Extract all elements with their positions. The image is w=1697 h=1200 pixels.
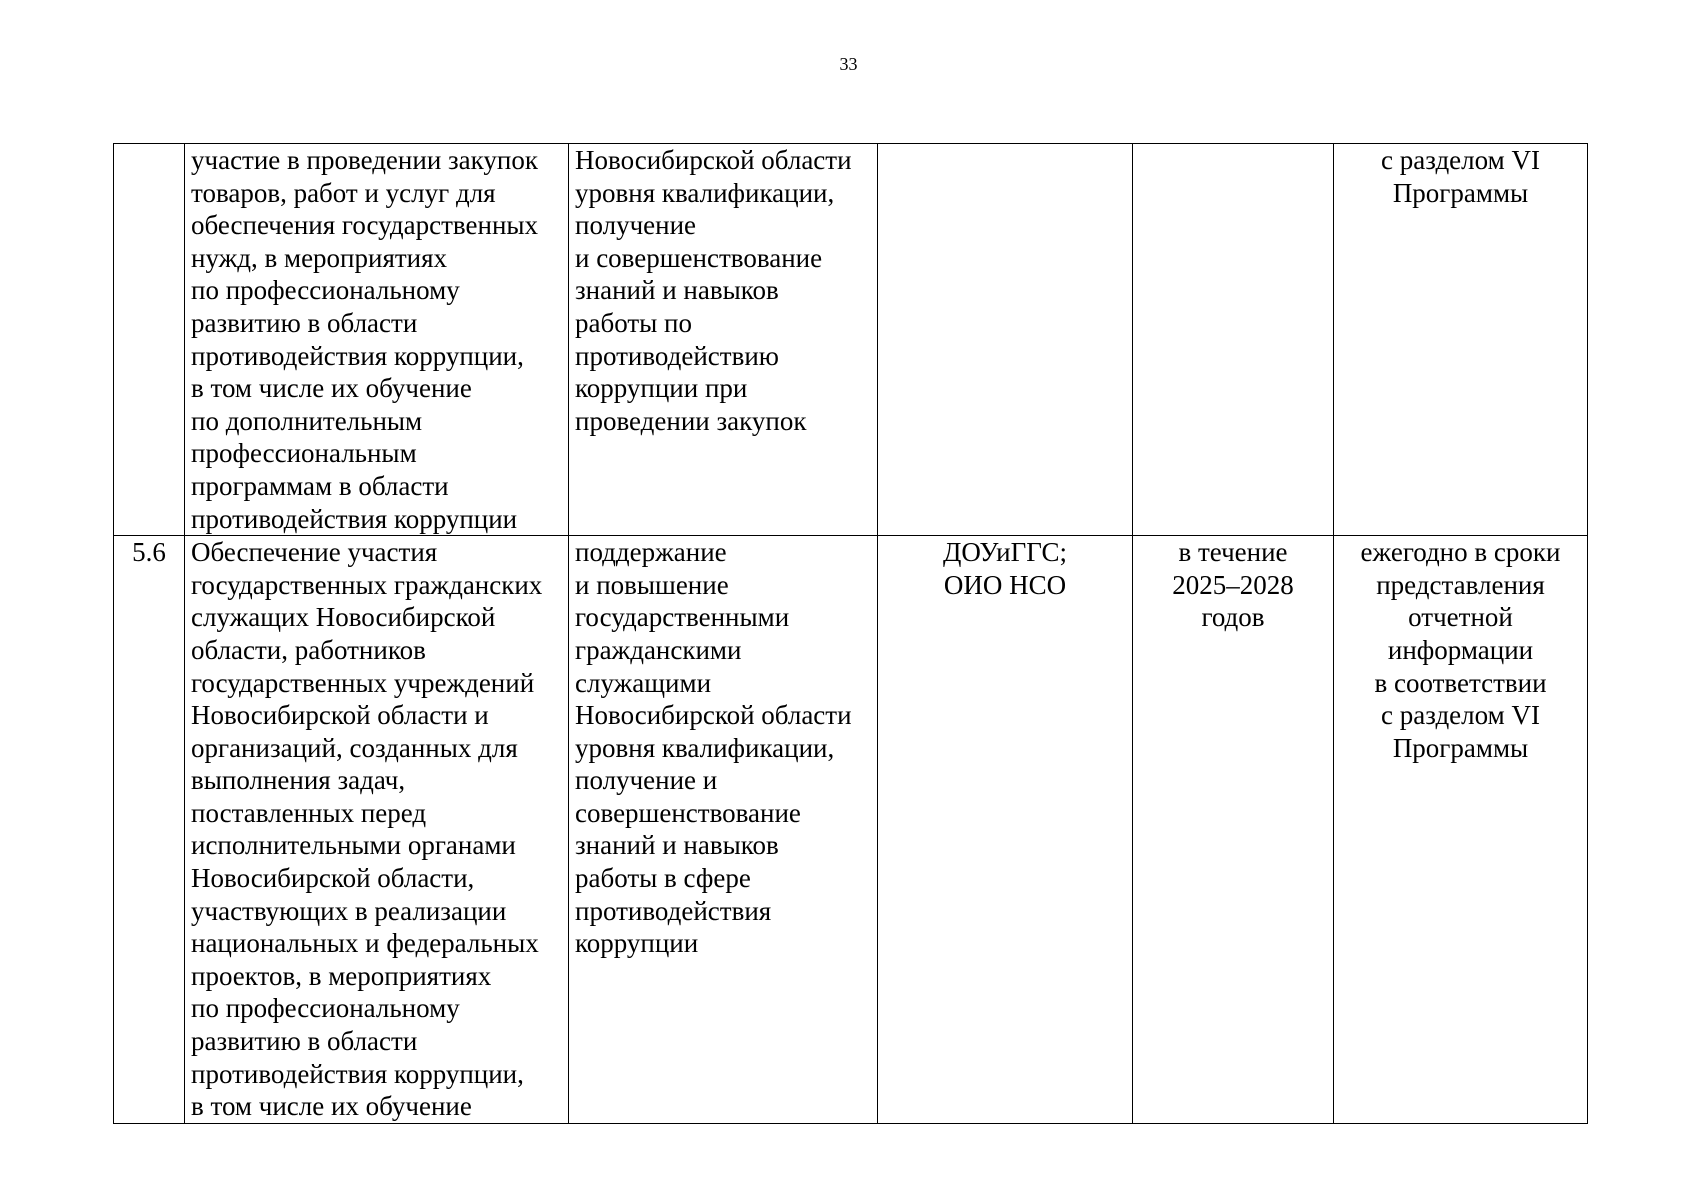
measure-cell (185, 536, 569, 1124)
measure-text: Обеспечение участия государственных гражданских служащих Новосибирской области, работников государственных учреждений Новосибирской области и организаций, созданных для выполнения задач, поставленных перед исполнительными органами Новосибирской области, участвующих в реализации национальных и федеральных проектов, в мероприятиях по профессиональному развитию в области противодействия коррупции, в том числе их обучение (191, 537, 543, 1122)
term-text: в течение 2025–2028 годов (1172, 537, 1294, 633)
measure-cell (185, 144, 569, 536)
row-number: 5.6 (132, 537, 166, 568)
term-cell (1133, 536, 1334, 1124)
reporting-cell (1334, 536, 1588, 1124)
table-row (114, 144, 1588, 536)
measure-text: участие в проведении закупок товаров, работ и услуг для обеспечения государственных нужд, в мероприятиях по профессиональному развитию в области противодействия коррупции, в том числе их обучение по дополнительным профессиональным программам в области противодействия коррупции (191, 145, 539, 534)
table-row (114, 536, 1588, 1124)
result-text: Новосибирской области уровня квалификации, получение и совершенствование знаний и навыков работы по противодействию коррупции при проведении закупок (575, 145, 852, 436)
measures-table (113, 143, 1588, 1124)
reporting-text: ежегодно в сроки представления отчетной информации в соответствии с разделом VI Программы (1360, 537, 1561, 763)
reporting-text: с разделом VI Программы (1381, 145, 1540, 208)
executor-text: ДОУиГГС; ОИО НСО (943, 537, 1067, 600)
row-number-cell (114, 144, 185, 536)
result-cell (569, 144, 878, 536)
executor-cell (878, 144, 1133, 536)
executor-cell (878, 536, 1133, 1124)
term-cell (1133, 144, 1334, 536)
page-number: 33 (839, 54, 858, 74)
reporting-cell (1334, 144, 1588, 536)
result-cell (569, 536, 878, 1124)
result-text: поддержание и повышение государственными гражданскими служащими Новосибирской области уровня квалификации, получение и совершенствование знаний и навыков работы в сфере противодействия коррупции (575, 537, 852, 959)
row-number-cell (114, 536, 185, 1124)
